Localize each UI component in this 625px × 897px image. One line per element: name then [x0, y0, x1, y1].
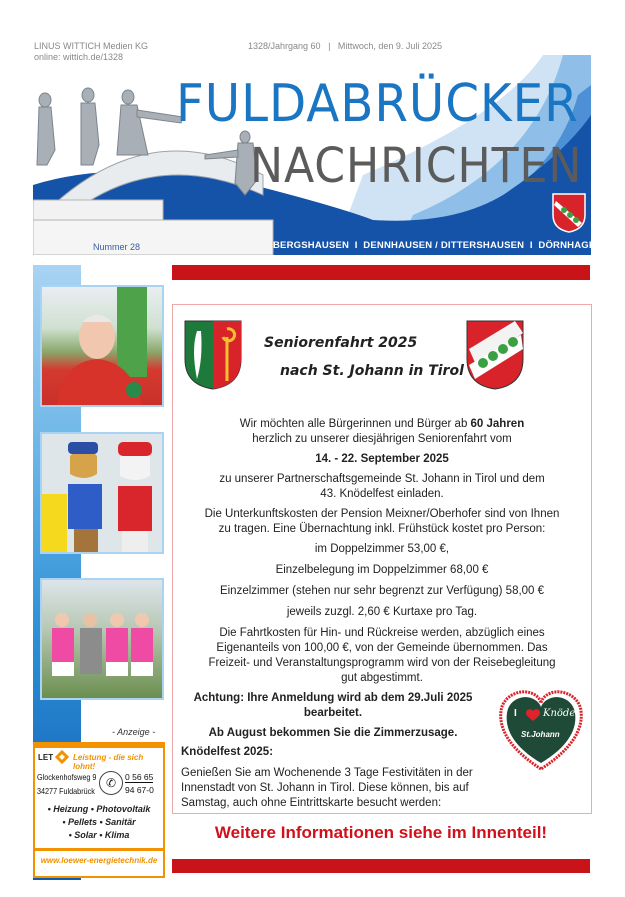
heart-logo-word: Knödel	[543, 708, 579, 719]
sidebar-photo-mascots[interactable]	[40, 432, 164, 554]
article-box	[172, 304, 592, 814]
let-logo-icon	[55, 750, 69, 764]
intro-line1: Wir möchten alle Bürgerinnen und Bürger ab 60 Jahren	[239, 418, 525, 430]
travel-line3: Freizeit- und Veranstaltungsprogramm wird von der Reisebegleitung	[208, 657, 556, 669]
advert-city: 34277 Fuldabrück	[37, 786, 95, 796]
fest-line2: Innenstadt von St. Johann in Tirol. Diese können, bis auf	[181, 782, 469, 794]
fuldabrueck-arms-large-icon	[465, 319, 525, 391]
price-double: im Doppelzimmer 53,00 €,	[314, 543, 450, 555]
advert-label: - Anzeige -	[112, 727, 156, 737]
travel-line4: gut abgestimmt.	[341, 672, 423, 684]
sidebar-photo-man[interactable]	[40, 285, 164, 407]
article-heading-line1: Seniorenfahrt 2025	[264, 335, 418, 351]
fest-heading: Knödelfest 2025:	[181, 746, 274, 758]
advert-slogan: Leistung - die sich lohnt!	[73, 753, 144, 771]
bottom-red-divider	[172, 859, 590, 873]
more-info-callout: Weitere Informationen siehe im Innenteil!	[214, 823, 548, 842]
intro-line2: herzlich zu unserer diesjährigen Seniorenfahrt vom	[252, 433, 512, 445]
advert-box[interactable]	[33, 742, 165, 878]
article-heading-line2: nach St. Johann in Tirol	[280, 363, 464, 379]
trip-dates: 14. - 22. September 2025	[315, 453, 449, 465]
travel-line2: Eigenanteils von 100,00 €, von der Gemeinde übernommen. Das	[216, 642, 548, 654]
price-single-room: Einzelzimmer (stehen nur sehr begrenzt zur Verfügung) 58,00 €	[219, 585, 545, 597]
publisher-name: LINUS WITTICH Medien KG	[34, 41, 149, 51]
heart-logo-place: St.Johann	[521, 730, 560, 739]
st-johann-coat-of-arms-icon	[183, 319, 243, 391]
advert-website[interactable]: www.loewer-energietechnik.de	[40, 856, 158, 865]
advert-services-1: • Heizung • Photovoltaik	[47, 804, 151, 814]
district-list: BERGSHAUSEN I DENNHAUSEN / DITTERSHAUSEN I DÖRNHAGEN	[273, 240, 603, 251]
advert-phone-number[interactable]: 94 67-0	[125, 785, 154, 795]
advert-street: Glockenhofsweg 9	[37, 772, 97, 782]
advert-phone-prefix[interactable]: 0 56 65	[125, 772, 154, 782]
knoedel-heart-logo	[497, 687, 585, 771]
price-single-use: Einzelbelegung im Doppelzimmer 68,00 €	[275, 564, 489, 576]
publisher-url[interactable]: online: wittich.de/1328	[34, 52, 124, 62]
fuldabrueck-coat-of-arms-icon	[552, 193, 586, 233]
costs-line2: zu tragen. Eine Übernachtung inkl. Frühstück kostet pro Person:	[218, 523, 546, 535]
advert-services-3: • Solar • Klima	[68, 830, 130, 840]
costs-line1: Die Unterkunftskosten der Pension Meixner/Oberhofer sind von Ihnen	[204, 508, 560, 520]
travel-line1: Die Fahrtkosten für Hin- und Rückreise werden, abzüglich eines	[219, 627, 545, 639]
top-red-divider	[172, 265, 590, 280]
heart-logo-i: I	[514, 708, 517, 719]
masthead-title: FULDABRÜCKER	[176, 74, 579, 134]
fest-line1: Genießen Sie am Wochenende 3 Tage Festivitäten in der	[181, 767, 473, 779]
room-confirmation: Ab August bekommen Sie die Zimmerzusage.	[208, 727, 458, 739]
advert-services-2: • Pellets • Sanitär	[62, 817, 136, 827]
advert-brand: LET	[38, 753, 54, 762]
sidebar-photo-group[interactable]	[40, 578, 164, 700]
notice-line2: bearbeitet.	[303, 707, 363, 719]
partner-line2: 43. Knödelfest einladen.	[320, 488, 444, 500]
issue-number: Nummer 28	[93, 242, 141, 252]
partner-line1: zu unserer Partnerschaftsgemeinde St. Johann in Tirol und dem	[219, 473, 545, 485]
phone-icon: ✆	[99, 771, 123, 795]
issue-info: 1328/Jahrgang 60 | Mittwoch, den 9. Juli 2025	[248, 41, 442, 51]
notice-line1: Achtung: Ihre Anmeldung wird ab dem 29.Juli 2025	[193, 692, 473, 704]
fest-line3: Samstag, auch ohne Eintrittskarte besucht werden:	[181, 797, 442, 809]
masthead-subtitle: NACHRICHTEN	[250, 138, 583, 194]
price-kurtaxe: jeweils zuzgl. 2,60 € Kurtaxe pro Tag.	[286, 606, 478, 618]
